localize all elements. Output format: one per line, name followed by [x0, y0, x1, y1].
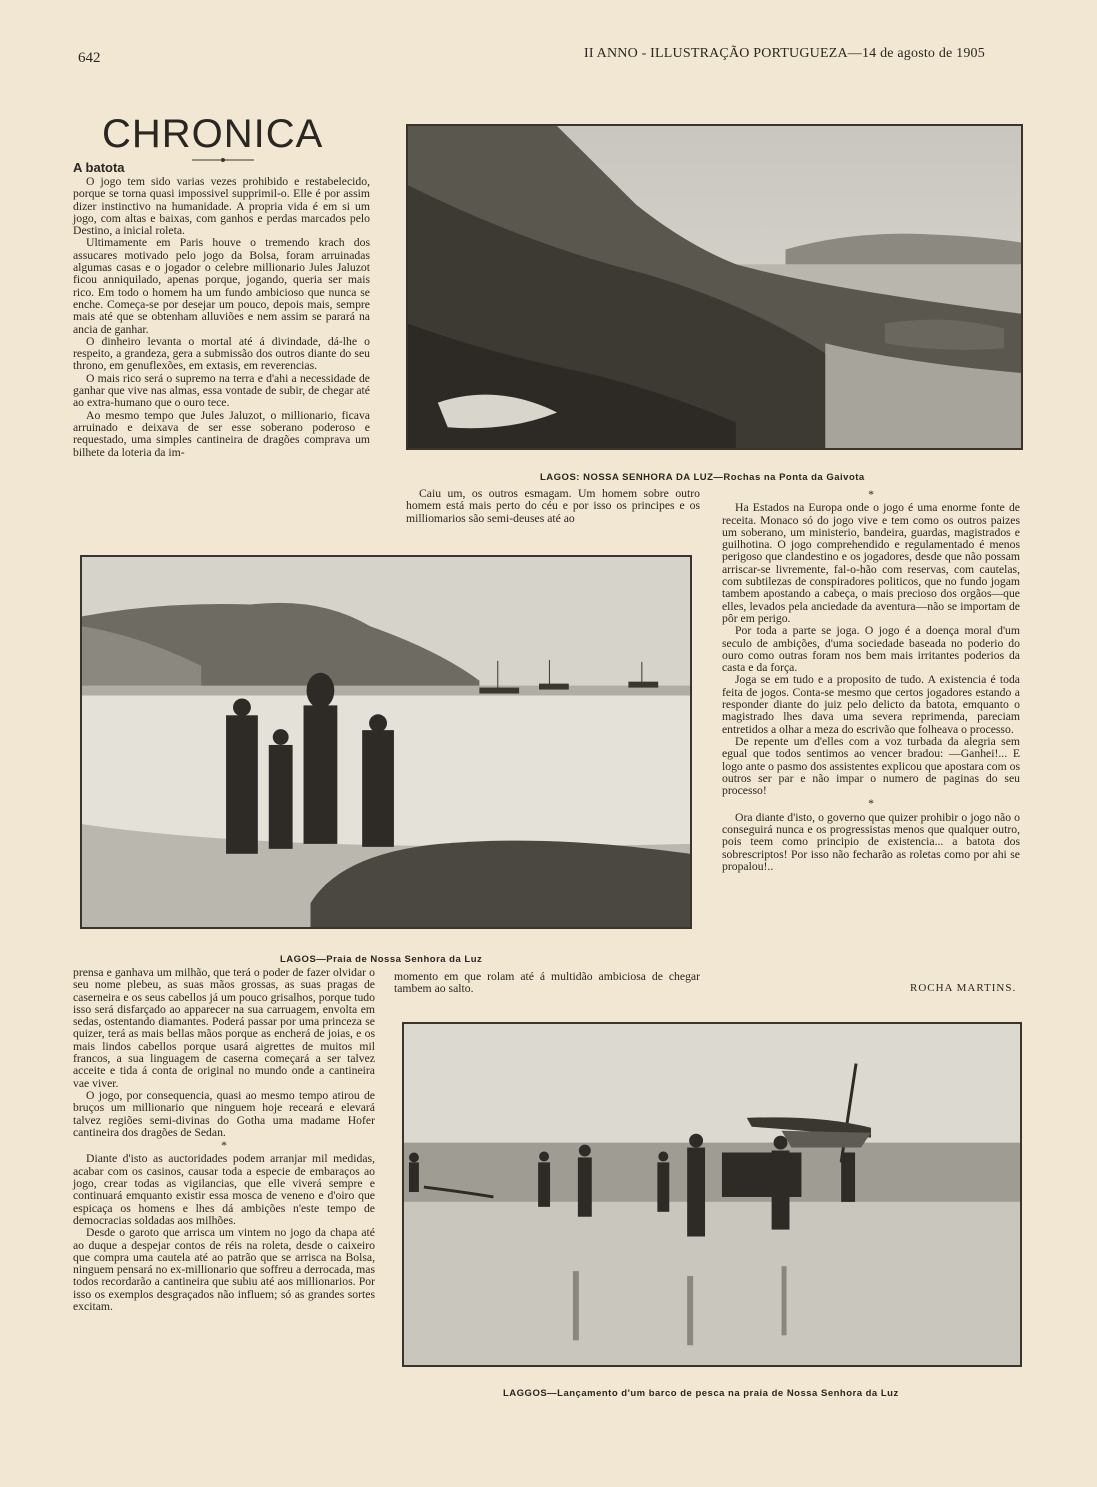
paragraph: Caiu um, os outros esmagam. Um homem sobre outro homem está mais perto do céu e por isso os principes e os milliomarios são semi-deuses até ao	[406, 487, 700, 525]
article-subtitle: A batota	[73, 160, 125, 175]
photo-lancamento-barco	[402, 1022, 1022, 1367]
column-2-top	[406, 488, 700, 525]
paragraph: Ultimamente em Paris houve o tremendo krach dos assucares motivado pelo jogo da Bolsa, foram arruinadas algumas casas e o jogador o celebre millionario Jules Jaluzot ficou anniquilado, apenas porque, jogando, queria ser mais rico. Em todo o homem ha um fundo ambicioso que nunca se enche. Começa-se por desejar um pouco, depois mais, sempre mais até que se obtenham alluviões e nem assim se parará na ancia de ganhar.	[73, 236, 370, 336]
paragraph: O jogo tem sido varias vezes prohibido e restabelecido, porque se torna quasi impossivel supprimil-o. Elle é por assim dizer instinctivo na humanidade. A propria vida é em si um jogo, com altas e baixas, com ganhos e perdas marcados pelo Destino, a inicial roleta.	[73, 175, 370, 238]
photo-rochas-ponta-gaivota	[406, 124, 1023, 450]
section-separator: *	[868, 488, 874, 501]
author-signature: ROCHA MARTINS.	[910, 982, 1017, 994]
section-separator: *	[221, 1139, 227, 1153]
paragraph: Por toda a parte se joga. O jogo é a doença moral d'um seculo de ambições, d'uma sociedade baseada no poderio do ouro como outras foram nos bem mais irritantes poderios da casta e da força.	[722, 624, 1020, 675]
paragraph: O mais rico será o supremo na terra e d'ahi a necessidade de ganhar que vive nas almas, essa vontade de subir, de chegar até ao extra-humano que o ouro tece.	[73, 371, 370, 410]
paragraph: prensa e ganhava um milhão, que terá o poder de fazer olvidar o seu nome plebeu, as suas mãos grossas, as suas pragas de caserneira e os seus cabellos já um pouco grisalhos, porque tudo isso será disfarçado ao apparecer na sua carruagem, envolta em sedas, ostentando diamantes. Poderá passar por uma princeza se quizer, terá as mais bellas mãos porque as encherá de joias, e os mais lindos cabellos porque usará aigrettes de muitos mil francos, a sua linguagem de caserna começará a ser talvez acceite e tida á conta de original no mundo onde a cantineira vae viver.	[73, 966, 375, 1090]
paragraph: Ao mesmo tempo que Jules Jaluzot, o millionario, ficava arruinado e deixava de ser esse soberano poderoso e requestado, uma simples cantineira de dragões comprava um bilhete da loteria da im-	[73, 408, 370, 459]
column-3	[722, 488, 1020, 873]
column-1-top	[73, 176, 370, 459]
article-title: CHRONICA	[102, 112, 324, 156]
paragraph: O dinheiro levanta o mortal até á divindade, dá-lhe o respeito, a grandeza, gera a submissão dos outros diante do seu throno, em genuflexões, em extasis, em reverencias.	[73, 334, 370, 373]
column-1-bottom	[73, 967, 375, 1313]
photo-beach-image	[82, 557, 690, 927]
paragraph: De repente um d'elles com a voz turbada da alegria sem egual que todos sentimos ao vencer bradou: —Ganhei!... E logo ante o pasmo dos assistentes explicou que apostara com os outros ser par e não impar o numero de paginas do seu processo!	[722, 734, 1020, 798]
photo-caption-3: LAGGOS—Lançamento d'um barco de pesca na praia de Nossa Senhora da Luz	[503, 1388, 899, 1399]
photo-boat-image	[404, 1024, 1020, 1365]
section-separator: *	[868, 797, 874, 811]
running-head: II ANNO - ILLUSTRAÇÃO PORTUGUEZA—14 de agosto de 1905	[584, 46, 985, 61]
paragraph: Ora diante d'isto, o governo que quizer prohibir o jogo não o conseguirá nunca e os progressistas menos que qualquer outro, pois teem como principio de existencia... a batota dos sobrescriptos! Por isso não fecharão as roletas como por ahi se propalou!..	[722, 810, 1020, 873]
paragraph: Desde o garoto que arrisca um vintem no jogo da chapa até ao duque a despejar contos de réis na roleta, desde o caixeiro que compra uma cautela até ao patrão que se arrisca na Bolsa, ninguem pensará no ex-millionario que soffreu a derrocada, mas todos recordarão a cantineira que subiu até aos millionarios. Por isso os exemplos desgraçados não influem; só as grandes sortes excitam.	[73, 1226, 375, 1314]
paragraph: O jogo, por consequencia, quasi ao mesmo tempo atirou de bruços um millionario que ninguem hoje receará e elevará talvez regiões semi-divinas do Gotha uma madame Hofer cantineira dos dragões de Sedan.	[73, 1088, 375, 1139]
paragraph: momento em que rolam até á multidão ambiciosa de chegar tambem ao salto.	[394, 970, 700, 996]
paragraph: Ha Estados na Europa onde o jogo é uma enorme fonte de receita. Monaco só do jogo vive e tem como os outros paizes um soberano, um ministerio, bandeira, guardas, magistrados e guilhotina. O jogo comprehendido e regulamentado é menos perigoso que clandestino e os jogadores, desde que não possam arriscar-se livremente, fal-o-hão com reservas, com cautelas, com subtilezas de conspiradores politicos, que no fundo jogam tambem apostando a cabeça, o mais precioso dos orgãos—que elles, levados pela anciedade da aventura—não se importam de pôr em perigo.	[722, 501, 1020, 625]
title-ornament	[192, 157, 254, 163]
photo-rocks-image	[408, 126, 1021, 448]
page-number: 642	[78, 50, 101, 66]
column-2-bottom	[394, 971, 700, 996]
paragraph: Diante d'isto as auctoridades podem arranjar mil medidas, acabar com os casinos, causar toda a especie de embaraços ao jogo, crear todas as vigilancias, que elle viverá sempre e continuará emquanto existir essa mosca de veneno e d'oiro que espicaça os homens e lhes dá ambições n'este tempo de democracias soldadas aos milhões.	[73, 1152, 375, 1227]
photo-caption-1: LAGOS: NOSSA SENHORA DA LUZ—Rochas na Ponta da Gaivota	[540, 472, 865, 483]
paragraph: Joga se em tudo e a proposito de tudo. A existencia é toda feita de jogos. Conta-se mesmo que certos jogadores estando a responder diante do juiz pelo delicto da batota, emquanto o magistrado lhes dava uma severa reprimenda, pareciam entretidos a olhar a meza do escrivão que folheava o processo.	[722, 673, 1020, 736]
photo-praia-nossa-senhora-da-luz	[80, 555, 692, 929]
photo-caption-2: LAGOS—Praia de Nossa Senhora da Luz	[280, 954, 483, 965]
